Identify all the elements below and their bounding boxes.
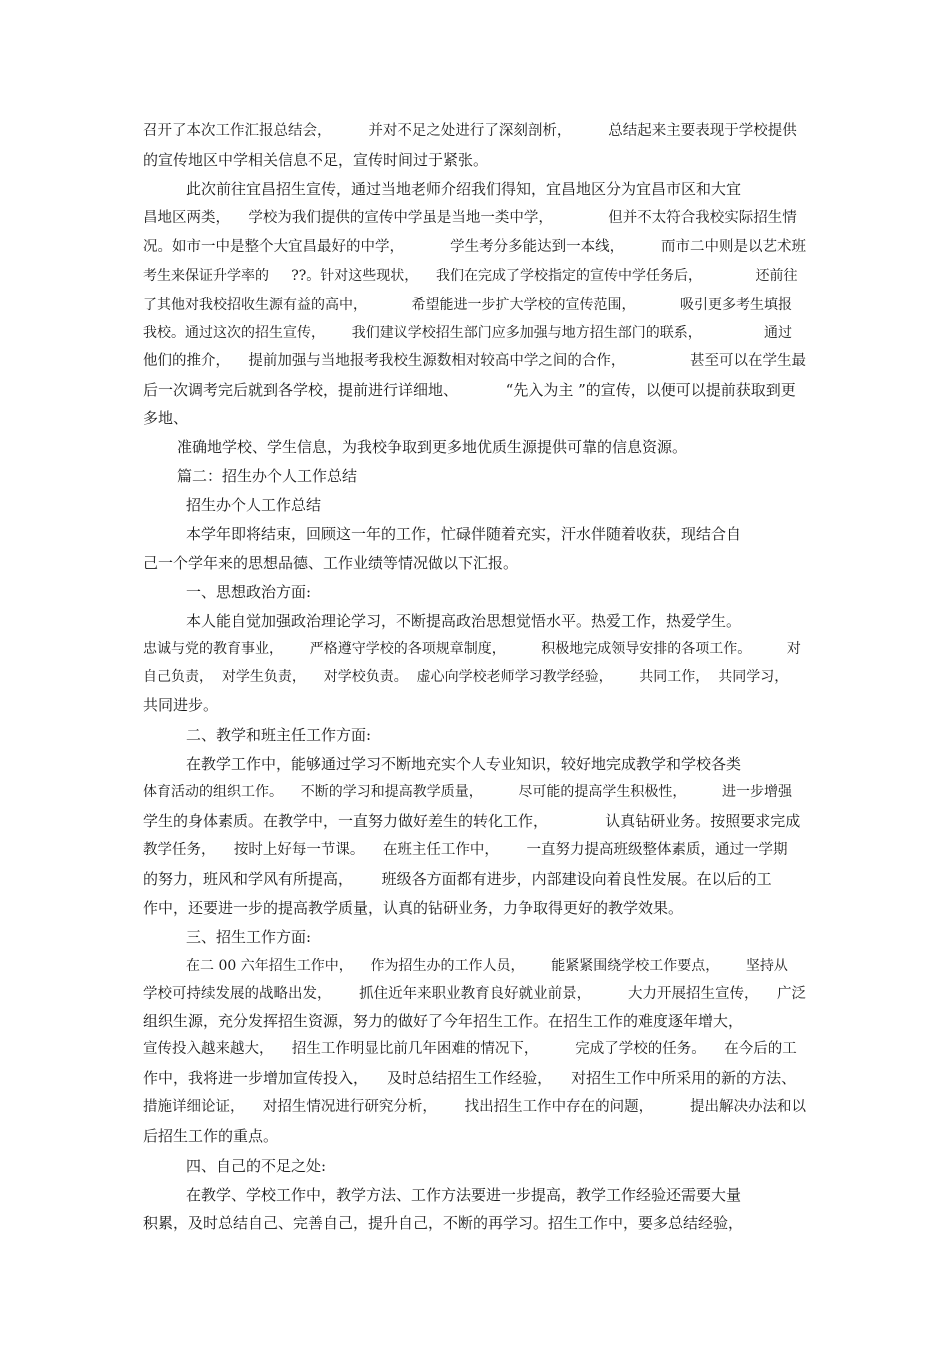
- text-line: 本学年即将结束，回顾这一年的工作，忙碌伴随着充实，汗水伴随着收获，现结合自: [186, 525, 742, 543]
- text-line: 后一次调考完后就到各学校，提前进行详细地、 “先入为主 ”的宣传，以便可以提前获取到更: [143, 381, 796, 399]
- text-line: 共同进步。: [143, 696, 219, 714]
- text-line: 的宣传地区中学相关信息不足，宣传时间过于紧张。: [143, 151, 489, 169]
- text-line: 考生来保证升学率的 ??。针对这些现状， 我们在完成了学校指定的宣传中学任务后， 还前往: [143, 268, 798, 284]
- section-heading: 三、招生工作方面:: [186, 928, 312, 946]
- text-line: 己一个学年来的思想品德、工作业绩等情况做以下汇报。: [143, 554, 519, 572]
- text-line: 体育活动的组织工作。 不断的学习和提高教学质量， 尽可能的提高学生积极性， 进一步增强: [143, 784, 793, 800]
- section-heading: 二、教学和班主任工作方面:: [186, 726, 372, 744]
- text-line: 作中，还要进一步的提高教学质量，认真的钻研业务，力争取得更好的教学效果。: [143, 899, 684, 917]
- section-heading: 四、自己的不足之处:: [186, 1157, 327, 1175]
- text-line: 忠诚与党的教育事业， 严格遵守学校的各项规章制度， 积极地完成领导安排的各项工作。 对: [143, 641, 801, 657]
- text-line: 组织生源，充分发挥招生资源，努力的做好了今年招生工作。在招生工作的难度逐年增大，: [143, 1012, 744, 1030]
- document-title: 招生办个人工作总结: [186, 496, 322, 514]
- text-line: 作中，我将进一步增加宣传投入， 及时总结招生工作经验， 对招生工作中所采用的新的方法、: [143, 1069, 797, 1087]
- text-line: 昌地区两类， 学校为我们提供的宣传中学虽是当地一类中学， 但并不太符合我校实际招生情: [143, 210, 797, 226]
- section-heading: 篇二：招生办个人工作总结: [177, 467, 358, 485]
- text-line: 多地、: [143, 409, 189, 427]
- text-line: 召开了本次工作汇报总结会， 并对不足之处进行了深刻剖析， 总结起来主要表现于学校提供: [143, 123, 797, 139]
- text-line: 我校。通过这次的招生宣传， 我们建议学校招生部门应多加强与地方招生部门的联系， 通过: [143, 325, 793, 341]
- text-line: 的努力，班风和学风有所提高， 班级各方面都有进步，内部建设向着良性发展。在以后的工: [143, 870, 772, 888]
- text-line: 学生的身体素质。在教学中，一直努力做好差生的转化工作， 认真钻研业务。按照要求完成: [143, 812, 801, 830]
- text-line: 在二 00 六年招生工作中， 作为招生办的工作人员， 能紧紧围绕学校工作要点， 坚持从: [186, 958, 788, 974]
- text-line: 在教学工作中，能够通过学习不断地充实个人专业知识，较好地完成教学和学校各类: [186, 755, 742, 773]
- section-heading: 一、思想政治方面:: [186, 583, 312, 601]
- text-line: 况。如市一中是整个大宜昌最好的中学， 学生考分多能达到一本线， 而市二中则是以艺术班: [143, 239, 806, 255]
- text-line: 了其他对我校招收生源有益的高中， 希望能进一步扩大学校的宣传范围， 吸引更多考生填报: [143, 297, 793, 313]
- text-line: 本人能自觉加强政治理论学习，不断提高政治思想觉悟水平。热爱工作，热爱学生。: [186, 612, 742, 630]
- text-line: 教学任务， 按时上好每一节课。 在班主任工作中， 一直努力提高班级整体素质，通过一学期: [143, 842, 788, 858]
- text-line: 此次前往宜昌招生宣传，通过当地老师介绍我们得知，宜昌地区分为宜昌市区和大宜: [186, 180, 742, 198]
- text-line: 措施详细论证， 对招生情况进行研究分析， 找出招生工作中存在的问题， 提出解决办法和以: [143, 1099, 806, 1115]
- text-line: 他们的推介， 提前加强与当地报考我校生源数相对较高中学之间的合作， 甚至可以在学生最: [143, 353, 806, 369]
- text-line: 自己负责， 对学生负责， 对学校负责。 虚心向学校老师学习教学经验， 共同工作， 共同学习，: [143, 669, 789, 685]
- text-line: 学校可持续发展的战略出发， 抓住近年来职业教育良好就业前景， 大力开展招生宣传， 广泛: [143, 986, 806, 1002]
- text-line: 在教学、学校工作中，教学方法、工作方法要进一步提高，教学工作经验还需要大量: [186, 1186, 742, 1204]
- text-line: 宣传投入越来越大， 招生工作明显比前几年困难的情况下， 完成了学校的任务。 在今后的工: [143, 1041, 797, 1057]
- text-line: 后招生工作的重点。: [143, 1127, 279, 1145]
- text-line: 积累，及时总结自己、完善自己，提升自己，不断的再学习。招生工作中，要多总结经验，: [143, 1214, 744, 1232]
- text-line: 准确地学校、学生信息，为我校争取到更多地优质生源提供可靠的信息资源。: [177, 438, 688, 456]
